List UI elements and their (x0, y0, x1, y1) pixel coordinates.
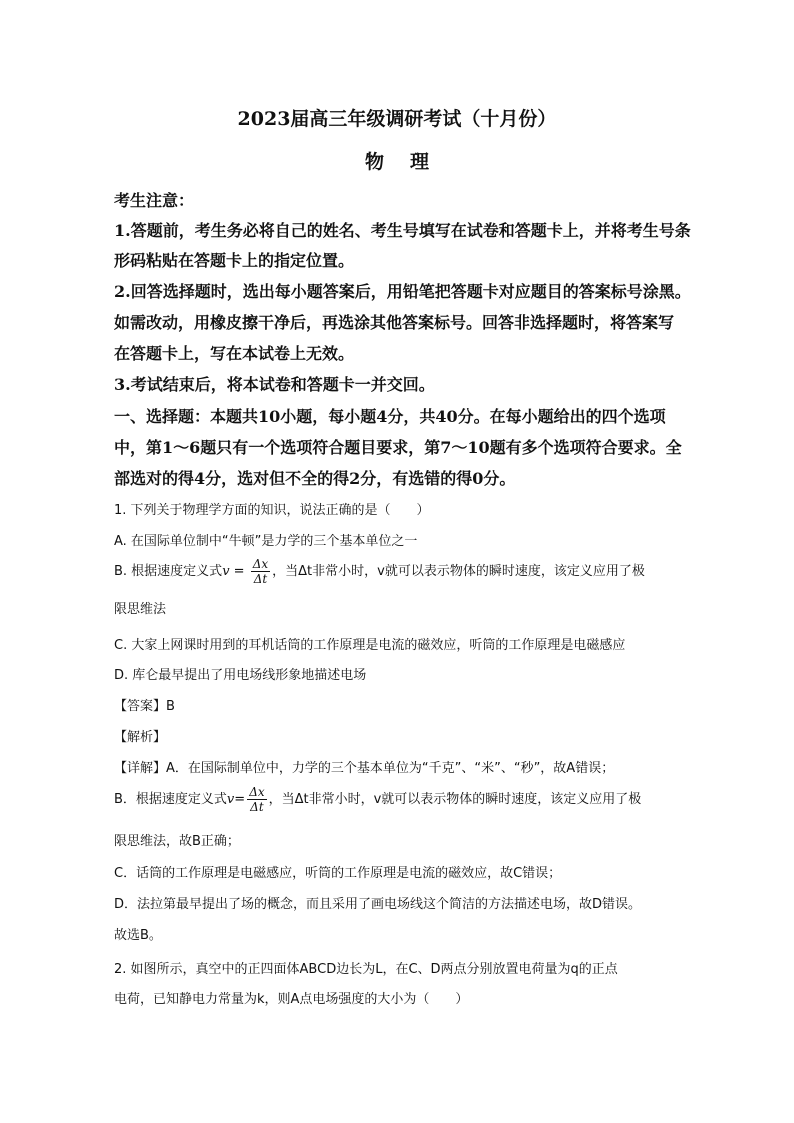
q1-detail-b-cont: 限思维法，故B正确； (114, 834, 240, 849)
section1-line-a: 一、选择题：本题共10小题，每小题4分，共40分。在每小题给出的四个选项 (114, 407, 666, 426)
notice-item-2a: 2.回答选择题时，选出每小题答案后，用铅笔把答题卡对应题目的答案标号涂黑。 (114, 282, 691, 301)
q2-stem-b: 电荷，已知静电力常量为k，则A点电场强度的大小为（ ） (114, 992, 469, 1007)
q1-option-b-cont: 限思维法 (114, 602, 167, 617)
q1-detail-b-prefix: B．根据速度定义式 (114, 792, 227, 807)
equals-sign: = (234, 792, 246, 807)
section1-line-b: 中，第1～6题只有一个选项符合题目要求，第7～10题有多个选项符合要求。全 (114, 438, 682, 457)
q1-option-b-prefix: B. 根据速度定义式 (114, 564, 223, 579)
q2-stem-a: 2. 如图所示，真空中的正四面体ABCD边长为L，在C、D两点分别放置电荷量为q的正点 (114, 962, 618, 977)
velocity-fraction (247, 785, 266, 814)
q1-option-b (114, 557, 694, 586)
q1-detail-b-suffix: ，当Δt非常小时，v就可以表示物体的瞬时速度，该定义应用了极 (268, 792, 642, 807)
q1-conclusion: 故选B。 (114, 928, 162, 943)
velocity-symbol: v (226, 792, 235, 807)
exam-title: 2023届高三年级调研考试（十月份） (237, 108, 557, 130)
fraction-denominator: Δt (250, 800, 264, 814)
equals-sign: = (229, 564, 249, 579)
q1-stem: 1. 下列关于物理学方面的知识，说法正确的是（ ） (114, 503, 430, 518)
velocity-symbol: v (222, 564, 230, 579)
q1-option-b-suffix: ，当Δt非常小时，v就可以表示物体的瞬时速度，该定义应用了极 (272, 564, 645, 579)
notice-item-2c: 在答题卡上，写在本试卷上无效。 (114, 344, 355, 363)
q1-option-a: A. 在国际单位制中“牛顿”是力学的三个基本单位之一 (114, 534, 418, 549)
q1-detail-b (114, 785, 694, 814)
notice-item-1a: 1.答题前，考生务必将自己的姓名、考生号填写在试卷和答题卡上，并将考生号条 (114, 221, 691, 240)
subject-title: 物理 (364, 151, 455, 173)
q1-detail-c: C．话筒的工作原理是电磁感应，听筒的工作原理是电流的磁效应，故C错误； (114, 866, 562, 881)
q1-answer: 【答案】B (114, 699, 175, 714)
q1-detail-d: D．法拉第最早提出了场的概念，而且采用了画电场线这个简洁的方法描述电场，故D错误。 (114, 897, 642, 912)
q1-detail-a: 【详解】A．在国际制单位中，力学的三个基本单位为“千克”、“米”、“秒”，故A错误； (114, 761, 615, 776)
fraction-numerator: Δx (249, 785, 265, 799)
q1-option-d: D. 库仑最早提出了用电场线形象地描述电场 (114, 668, 367, 683)
q1-option-c: C. 大家上网课时用到的耳机话筒的工作原理是电流的磁效应，听筒的工作原理是电磁感应 (114, 638, 626, 653)
notice-heading: 考生注意： (114, 191, 195, 210)
section1-line-c: 部选对的得4分，选对但不全的得2分，有选错的得0分。 (114, 469, 516, 488)
notice-item-3: 3.考试结束后，将本试卷和答题卡一并交回。 (114, 375, 435, 394)
q1-analysis: 【解析】 (114, 730, 167, 745)
notice-item-2b: 如需改动，用橡皮擦干净后，再选涂其他答案标号。回答非选择题时，将答案写 (114, 313, 675, 332)
fraction-denominator: Δt (253, 572, 268, 586)
fraction-numerator: Δx (252, 557, 269, 571)
velocity-fraction (251, 557, 270, 586)
notice-item-1b: 形码粘贴在答题卡上的指定位置。 (114, 251, 355, 270)
